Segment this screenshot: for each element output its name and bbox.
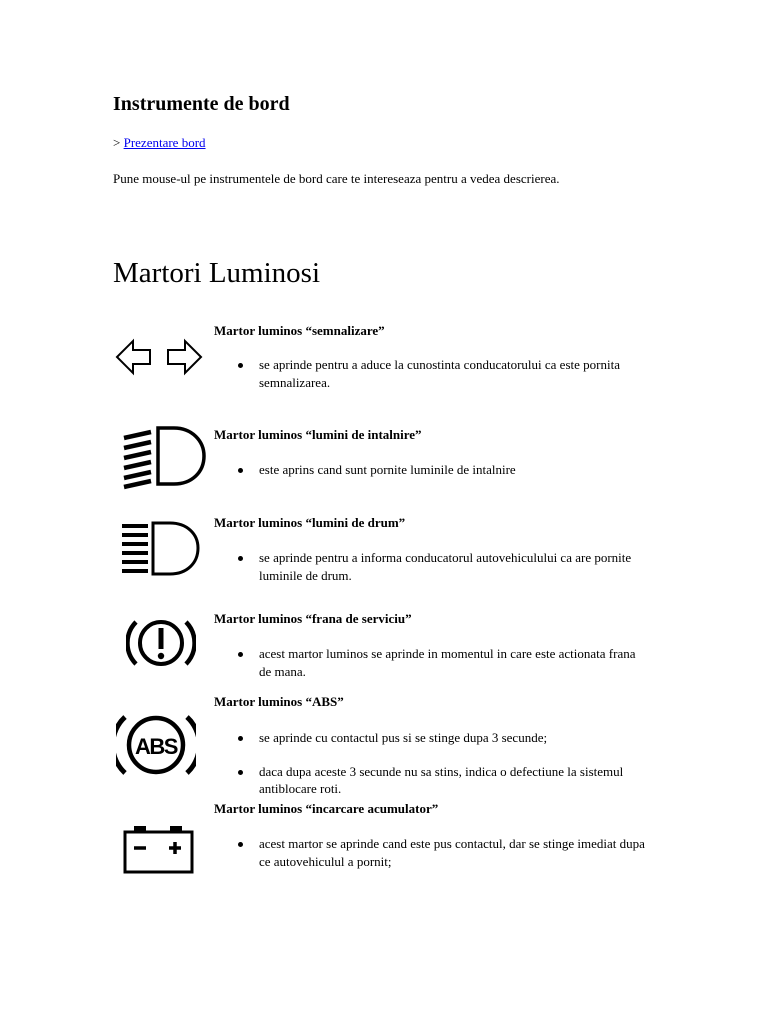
high-beam-headlight-icon — [120, 520, 206, 578]
item-title-incarcare-acumulator: Martor luminos “incarcare acumulator” — [214, 801, 439, 816]
intro-text: Pune mouse-ul pe instrumentele de bord care te intereseaza pentru a vedea descrierea. — [113, 171, 560, 186]
item-title-semnalizare: Martor luminos “semnalizare” — [214, 323, 385, 338]
list-item: este aprins cand sunt pornite luminile de intalnire — [238, 461, 648, 479]
abs-warning-icon — [116, 708, 196, 782]
item-title-lumini-intalnire: Martor luminos “lumini de intalnire” — [214, 427, 422, 442]
low-beam-headlight-icon — [120, 424, 210, 490]
turn-signal-arrows-icon — [115, 338, 203, 376]
list-item: se aprinde pentru a informa conducatorul autovehiculului ca are pornite luminile de drum. — [238, 549, 648, 584]
item-bullets-lumini-drum — [238, 549, 648, 600]
item-title-abs: Martor luminos “ABS” — [214, 694, 344, 709]
breadcrumb-prefix: > — [113, 135, 121, 150]
page-title: Instrumente de bord — [113, 93, 290, 115]
list-item: se aprinde pentru a aduce la cunostinta conducatorului ca este pornita semnalizarea. — [238, 356, 648, 391]
item-title-lumini-drum: Martor luminos “lumini de drum” — [214, 515, 406, 530]
list-item: acest martor luminos se aprinde in momentul in care este actionata frana de mana. — [238, 645, 648, 680]
brake-warning-icon — [126, 614, 196, 672]
item-bullets-incarcare-acumulator — [238, 835, 648, 886]
breadcrumb — [113, 134, 206, 151]
section-title: Martori Luminosi — [113, 257, 321, 289]
list-item: daca dupa aceste 3 secunde nu sa stins, indica o defectiune la sistemul antiblocare roti. — [238, 763, 648, 798]
item-bullets-lumini-intalnire — [238, 461, 648, 495]
item-title-frana-serviciu: Martor luminos “frana de serviciu” — [214, 611, 412, 626]
item-bullets-semnalizare — [238, 356, 648, 407]
list-item: acest martor se aprinde cand este pus contactul, dar se stinge imediat dupa ce autovehiculul a pornit; — [238, 835, 648, 870]
breadcrumb-link-prezentare-bord[interactable]: Prezentare bord — [123, 135, 206, 150]
battery-charge-icon — [122, 824, 196, 876]
abs-icon-label: ABS — [135, 734, 177, 759]
item-bullets-frana-serviciu — [238, 645, 648, 696]
list-item: se aprinde cu contactul pus si se stinge dupa 3 secunde; — [238, 729, 648, 747]
